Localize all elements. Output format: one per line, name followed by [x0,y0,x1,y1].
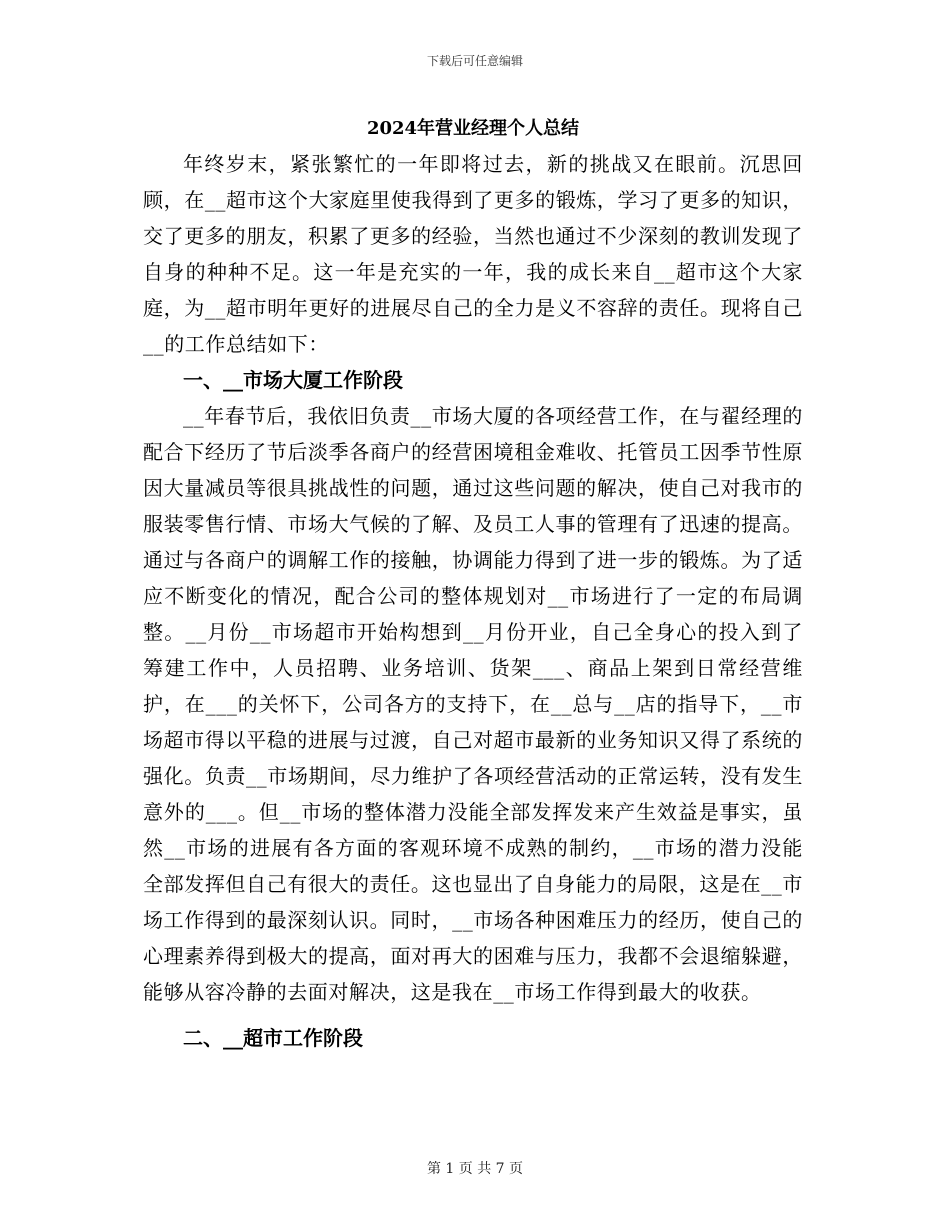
page-number: 第 1 页 共 7 页 [426,1161,524,1177]
page-header-note: 下载后可任意编辑 [426,54,523,68]
section-1-paragraph: __年春节后，我依旧负责__市场大厦的各项经营工作，在与翟经理的配合下经历了节后淡季各商户的经营困境租金难收、托管员工因季节性原因大量减员等很具挑战性的问题，通过这些问题的解决，使自己对我市的服装零售行情、市场大气候的了解、及员工人事的管理有了迅速的提高。通过与各商户的调解工作的接触，协调能力得到了进一步的锻炼。为了适应不断变化的情况，配合公司的整体规划对__市场进行了一定的布局调整。__月份__市场超市开始构想到__月份开业，自己全身心的投入到了筹建工作中，人员招聘、业务培训、货架___、商品上架到日常经营维护，在___的关怀下，公司各方的支持下，在__总与__店的指导下，__市场超市得以平稳的进展与过渡，自己对超市最新的业务知识又得了系统的强化。负责__市场期间，尽力维护了各项经营活动的正常运转，没有发生意外的___。但__市场的整体潜力没能全部发挥发来产生效益是事实，虽然__市场的进展有各方面的客观环境不成熟的制约，__市场的潜力没能全部发挥但自己有很大的责任。这也显出了自身能力的局限，这是在__市场工作得到的最深刻认识。同时，__市场各种困难压力的经历，使自己的心理素养得到极大的提高，面对再大的困难与压力，我都不会退缩躲避，能够从容冷静的去面对解决，这是我在__市场工作得到最大的收获。 [143,404,803,1004]
document-body [143,112,803,1056]
document-title: 2024年营业经理个人总结 [366,118,580,139]
intro-paragraph: 年终岁末，紧张繁忙的一年即将过去，新的挑战又在眼前。沉思回顾，在__超市这个大家庭里使我得到了更多的锻炼，学习了更多的知识，交了更多的朋友，积累了更多的经验，当然也通过不少深刻的教训发现了自身的种种不足。这一年是充实的一年，我的成长来自__超市这个大家庭，为__超市明年更好的进展尽自己的全力是义不容辞的责任。现将自己__的工作总结如下： [143,152,803,356]
section-1-heading: 一、__市场大厦工作阶段 [183,368,403,392]
section-2-heading: 二、__超市工作阶段 [183,1026,363,1050]
